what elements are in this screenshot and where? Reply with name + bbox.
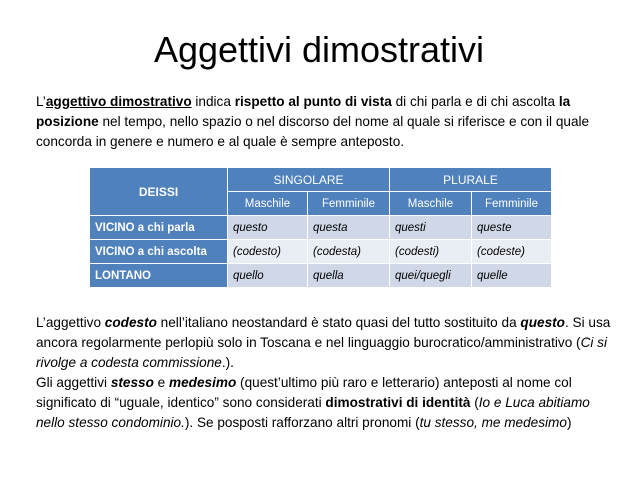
text-run: e xyxy=(153,375,170,390)
subheader-fem-plur: Femminile xyxy=(472,192,552,216)
intro-bold: rispetto al punto di vista xyxy=(234,94,392,109)
singolare-header: SINGOLARE xyxy=(228,168,390,192)
text-run: ) xyxy=(566,415,572,430)
body-text xyxy=(36,313,611,433)
table-cell: questa xyxy=(308,216,390,240)
text-run: ). Se posposti rafforzano altri pronomi ( xyxy=(184,415,420,430)
subheader-fem-sing: Femminile xyxy=(308,192,390,216)
text-run: .). xyxy=(221,355,234,370)
table-cell: (codesti) xyxy=(390,240,472,264)
text-run: (quest’ultimo più raro e letterario) anteposti al nome col significato di “uguale, identico” sono considerati xyxy=(36,375,572,410)
intro-bold: la posizione xyxy=(36,94,571,129)
term-questo: questo xyxy=(520,315,565,330)
subheader-masc-plur: Maschile xyxy=(390,192,472,216)
intro-text: indica xyxy=(191,94,235,109)
table-row xyxy=(90,264,552,288)
deissi-header: DEISSI xyxy=(90,168,228,216)
table-cell: quello xyxy=(228,264,308,288)
intro-paragraph xyxy=(36,92,611,152)
table-cell: quei/quegli xyxy=(390,264,472,288)
text-run: Gli aggettivi xyxy=(36,375,111,390)
demonstratives-table xyxy=(89,167,552,288)
codesto-paragraph xyxy=(36,313,611,373)
row-label: VICINO a chi ascolta xyxy=(90,240,228,264)
table-cell: (codesta) xyxy=(308,240,390,264)
text-run: L’aggettivo xyxy=(36,315,105,330)
text-run: nell’italiano neostandard è stato quasi del tutto sostituito da xyxy=(156,315,521,330)
subheader-masc-sing: Maschile xyxy=(228,192,308,216)
term-identita: dimostrativi di identità xyxy=(325,395,471,410)
table-cell: questo xyxy=(228,216,308,240)
table-cell: (codeste) xyxy=(472,240,552,264)
page-title: Aggettivi dimostrativi xyxy=(153,29,485,70)
intro-text: L’ xyxy=(36,94,46,109)
example-text: Io e Luca abitiamo nello stesso condominio. xyxy=(36,395,590,430)
term-stesso: stesso xyxy=(110,375,154,390)
table-row xyxy=(90,240,552,264)
table-cell: quelle xyxy=(472,264,552,288)
row-label: LONTANO xyxy=(90,264,228,288)
text-run: ( xyxy=(470,395,479,410)
term-codesto: codesto xyxy=(104,315,157,330)
table-cell: questi xyxy=(390,216,472,240)
table-cell: queste xyxy=(472,216,552,240)
table-cell: (codesto) xyxy=(228,240,308,264)
intro-text: di chi parla e di chi ascolta xyxy=(391,94,559,109)
table-row xyxy=(90,216,552,240)
intro-text: nel tempo, nello spazio o nel discorso del nome al quale si riferisce e con il quale concorda in genere e numero e al quale è sempre anteposto. xyxy=(36,114,590,149)
intro-term: aggettivo dimostrativo xyxy=(45,94,192,109)
text-run: . Si usa ancora regolarmente perlopiù solo in Toscana e nel linguaggio burocratico/amministrativo ( xyxy=(36,315,611,350)
table-cell: quella xyxy=(308,264,390,288)
plurale-header: PLURALE xyxy=(390,168,552,192)
row-label: VICINO a chi parla xyxy=(90,216,228,240)
stesso-paragraph xyxy=(36,373,611,433)
example-text: Ci si rivolge a codesta commissione xyxy=(36,335,607,370)
example-text: tu stesso, me medesimo xyxy=(419,415,567,430)
term-medesimo: medesimo xyxy=(169,375,237,390)
